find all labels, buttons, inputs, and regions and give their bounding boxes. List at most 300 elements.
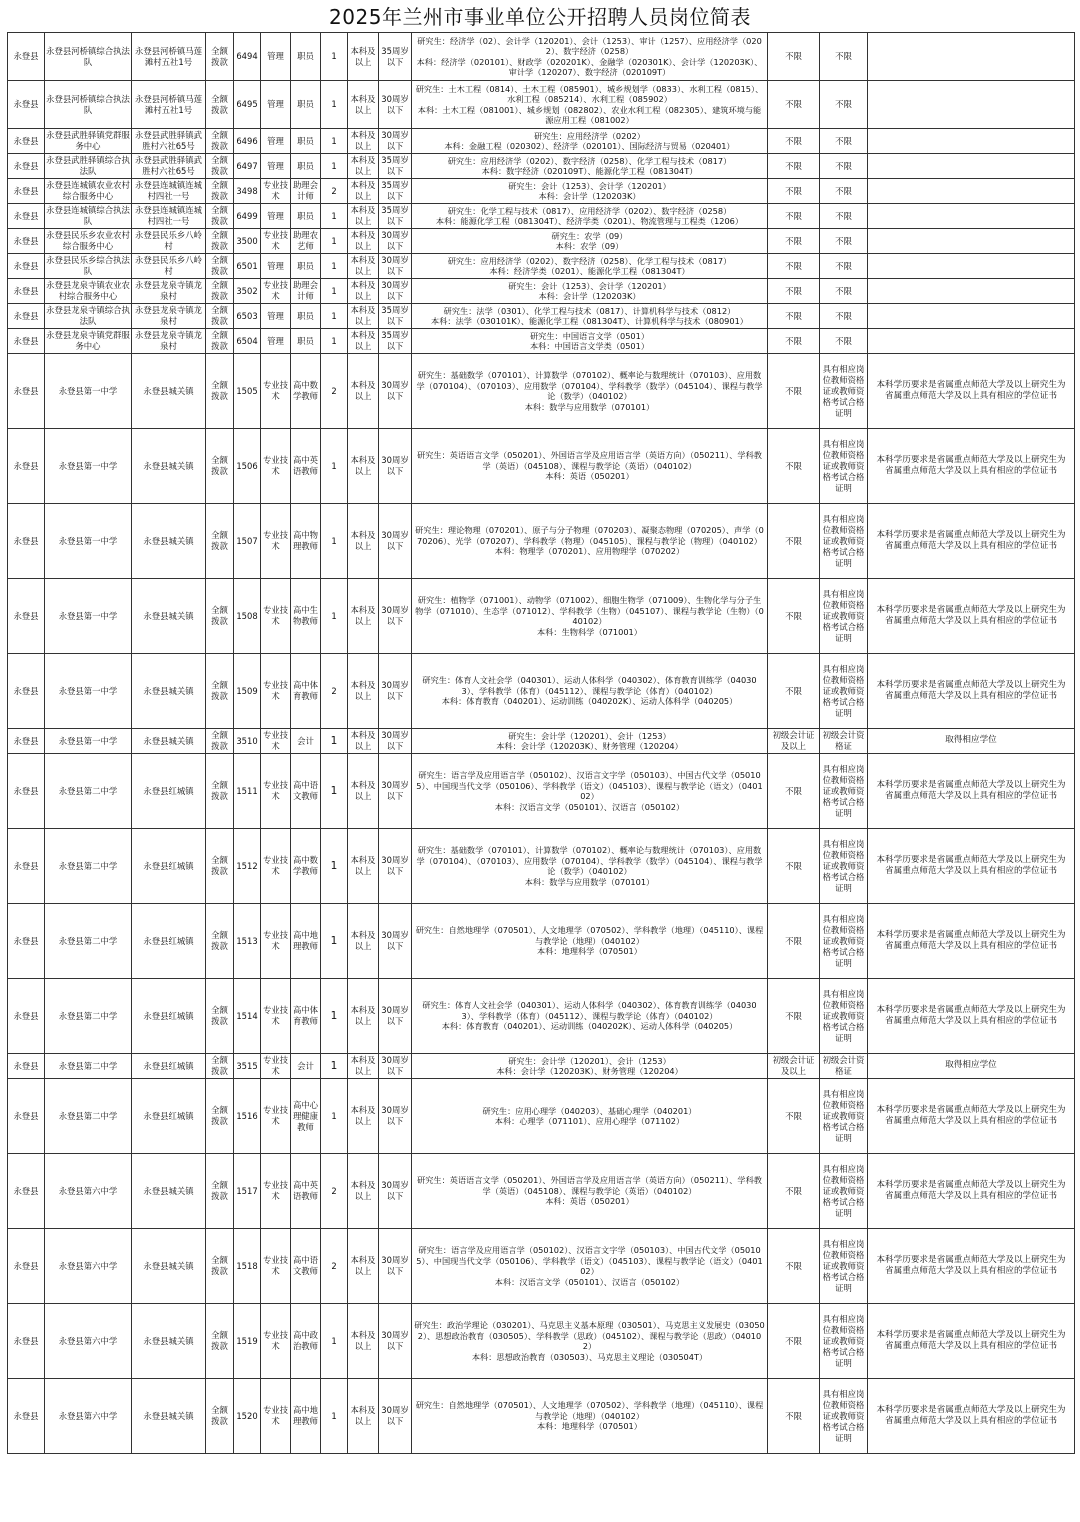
post-type-cell: 专业技术 <box>261 1379 291 1454</box>
post-code-cell: 1516 <box>234 1079 261 1154</box>
title-req-cell: 不限 <box>768 179 820 204</box>
major-cell <box>412 154 768 179</box>
post-code-cell: 1514 <box>234 979 261 1054</box>
major-line: 研究生：化学工程与技术（0817）、应用经济学（0202）、数字经济（0258） <box>447 205 732 216</box>
title-req-cell: 不限 <box>768 304 820 329</box>
title-req-cell: 不限 <box>768 354 820 429</box>
education-cell: 本科及以上 <box>348 1054 379 1079</box>
post-name-cell: 高中英语教师 <box>291 1154 321 1229</box>
major-cell <box>412 204 768 229</box>
education-cell: 本科及以上 <box>348 1379 379 1454</box>
major-line: 本科：土木工程（081001）、城乡规划（082802）、农业水利工程（082305）、建筑环境与能源应用工程（081002） <box>417 104 762 125</box>
age-cell: 35周岁以下 <box>379 179 412 204</box>
title-req-cell: 不限 <box>768 204 820 229</box>
post-type-cell: 专业技术 <box>261 729 291 754</box>
unit-cell: 永登县河桥镇综合执法队 <box>45 81 132 129</box>
major-line: 研究生：应用经济学（0202）、数字经济（0258）、化学工程与技术（0817） <box>447 155 732 166</box>
county-cell: 永登县 <box>8 179 45 204</box>
major-line: 研究生：会计学（120201）、会计（1253） <box>508 1055 671 1066</box>
cert-req-cell: 不限 <box>820 304 868 329</box>
age-cell: 30周岁以下 <box>379 279 412 304</box>
major-line: 研究生：植物学（071001）、动物学（071002）、细胞生物学（071009）、生物化学与分子生物学（071010）、生态学（071012）、学科教学（生物）（045107）、课程与教学论（生物）（040102） <box>415 595 764 626</box>
unit-cell: 永登县第一中学 <box>45 579 132 654</box>
education-cell: 本科及以上 <box>348 429 379 504</box>
title-req-cell: 不限 <box>768 654 820 729</box>
funding-cell: 全额拨款 <box>206 33 234 81</box>
post-code-cell: 1518 <box>234 1229 261 1304</box>
age-cell: 30周岁以下 <box>379 81 412 129</box>
county-cell: 永登县 <box>8 1054 45 1079</box>
post-name-cell: 高中心理健康教师 <box>291 1079 321 1154</box>
unit-cell: 永登县龙泉寺镇综合执法队 <box>45 304 132 329</box>
county-cell: 永登县 <box>8 654 45 729</box>
major-line: 研究生：语言学及应用语言学（050102）、汉语言文字学（050103）、中国古代文学（050105）、中国现当代文学（050106）、学科教学（语文）（045103）、课程与教学论（语文）（040102） <box>416 770 763 801</box>
major-cell <box>412 729 768 754</box>
table-row <box>8 1054 1075 1079</box>
major-cell <box>412 1304 768 1379</box>
headcount-cell: 1 <box>321 504 348 579</box>
cert-req-cell: 不限 <box>820 279 868 304</box>
table-row <box>8 654 1075 729</box>
funding-cell: 全额拨款 <box>206 279 234 304</box>
table-row <box>8 179 1075 204</box>
county-cell: 永登县 <box>8 229 45 254</box>
address-cell: 永登县连城镇连城村四社一号 <box>132 204 206 229</box>
education-cell: 本科及以上 <box>348 33 379 81</box>
age-cell: 35周岁以下 <box>379 329 412 354</box>
title-req-cell: 不限 <box>768 1304 820 1379</box>
age-cell: 30周岁以下 <box>379 354 412 429</box>
headcount-cell: 1 <box>321 904 348 979</box>
post-code-cell: 6497 <box>234 154 261 179</box>
age-cell: 35周岁以下 <box>379 33 412 81</box>
age-cell: 30周岁以下 <box>379 1054 412 1079</box>
major-cell <box>412 179 768 204</box>
table-row <box>8 229 1075 254</box>
county-cell: 永登县 <box>8 1304 45 1379</box>
title-req-cell: 不限 <box>768 81 820 129</box>
address-cell: 永登县连城镇连城村四社一号 <box>132 179 206 204</box>
major-line: 本科：心理学（071101）、应用心理学（071102） <box>494 1116 685 1126</box>
education-cell: 本科及以上 <box>348 1304 379 1379</box>
age-cell: 30周岁以下 <box>379 754 412 829</box>
major-line: 研究生：自然地理学（070501）、人文地理学（070502）、学科教学（地理）（045110）、课程与教学论（地理）（040102） <box>415 925 764 946</box>
post-code-cell: 6504 <box>234 329 261 354</box>
title-req-cell: 不限 <box>768 754 820 829</box>
cert-req-cell: 具有相应岗位教师资格证或教师资格考试合格证明 <box>820 904 868 979</box>
funding-cell: 全额拨款 <box>206 229 234 254</box>
post-code-cell: 3500 <box>234 229 261 254</box>
address-cell: 永登县城关镇 <box>132 429 206 504</box>
note-cell: 本科学历要求是省属重点师范大学及以上研究生为省属重点师范大学及以上具有相应的学位证书 <box>868 1304 1075 1379</box>
post-code-cell: 6501 <box>234 254 261 279</box>
table-row <box>8 579 1075 654</box>
title-req-cell: 不限 <box>768 504 820 579</box>
post-type-cell: 管理 <box>261 254 291 279</box>
major-cell <box>412 579 768 654</box>
table-row <box>8 429 1075 504</box>
county-cell: 永登县 <box>8 1379 45 1454</box>
age-cell: 35周岁以下 <box>379 154 412 179</box>
major-line: 本科：地理科学（070501） <box>537 946 642 957</box>
funding-cell: 全额拨款 <box>206 1304 234 1379</box>
education-cell: 本科及以上 <box>348 754 379 829</box>
headcount-cell: 1 <box>321 1379 348 1454</box>
headcount-cell: 1 <box>321 979 348 1054</box>
age-cell: 30周岁以下 <box>379 654 412 729</box>
post-code-cell: 1505 <box>234 354 261 429</box>
title-req-cell: 不限 <box>768 1229 820 1304</box>
major-line: 研究生：体育人文社会学（040301）、运动人体科学（040302）、体育教育训练学（040303）、学科教学（体育）（045112）、课程与教学论（体育）（040102） <box>422 1000 757 1021</box>
major-line: 研究生：法学（0301）、化学工程与技术（0817）、计算机科学与技术（0812） <box>443 305 736 316</box>
funding-cell: 全额拨款 <box>206 729 234 754</box>
note-cell: 本科学历要求是省属重点师范大学及以上研究生为省属重点师范大学及以上具有相应的学位证书 <box>868 1379 1075 1454</box>
cert-req-cell: 具有相应岗位教师资格证或教师资格考试合格证明 <box>820 1304 868 1379</box>
headcount-cell: 1 <box>321 129 348 154</box>
major-line: 本科：数学与应用数学（070101） <box>524 401 655 412</box>
education-cell: 本科及以上 <box>348 254 379 279</box>
headcount-cell: 1 <box>321 33 348 81</box>
unit-cell: 永登县第一中学 <box>45 654 132 729</box>
age-cell: 30周岁以下 <box>379 429 412 504</box>
major-line: 本科：经济学类（0201）、能源化学工程（081304T） <box>489 266 690 276</box>
major-cell <box>412 129 768 154</box>
age-cell: 30周岁以下 <box>379 979 412 1054</box>
post-name-cell: 会计 <box>291 1054 321 1079</box>
headcount-cell: 1 <box>321 1079 348 1154</box>
post-code-cell: 1507 <box>234 504 261 579</box>
major-line: 研究生：中国语言文学（0501） <box>529 330 650 341</box>
address-cell: 永登县城关镇 <box>132 1154 206 1229</box>
table-row <box>8 1154 1075 1229</box>
note-cell <box>868 179 1075 204</box>
major-line: 研究生：土木工程（0814）、土木工程（085901）、城乡规划学（0833）、水利工程（0815）、水利工程（085214）、水利工程（085902） <box>415 83 764 104</box>
address-cell: 永登县民乐乡八岭村 <box>132 254 206 279</box>
county-cell: 永登县 <box>8 504 45 579</box>
major-line: 研究生：自然地理学（070501）、人文地理学（070502）、学科教学（地理）（045110）、课程与教学论（地理）（040102） <box>415 1400 764 1421</box>
post-code-cell: 3515 <box>234 1054 261 1079</box>
title-req-cell: 不限 <box>768 979 820 1054</box>
major-line: 研究生：应用经济学（0202）、数字经济（0258）、化学工程与技术（0817） <box>447 255 732 266</box>
post-code-cell: 3510 <box>234 729 261 754</box>
age-cell: 30周岁以下 <box>379 829 412 904</box>
major-line: 研究生：会计学（120201）、会计（1253） <box>508 730 671 741</box>
note-cell <box>868 33 1075 81</box>
post-type-cell: 管理 <box>261 81 291 129</box>
education-cell: 本科及以上 <box>348 229 379 254</box>
address-cell: 永登县城关镇 <box>132 1304 206 1379</box>
education-cell: 本科及以上 <box>348 829 379 904</box>
education-cell: 本科及以上 <box>348 179 379 204</box>
table-row <box>8 304 1075 329</box>
county-cell: 永登县 <box>8 1229 45 1304</box>
post-code-cell: 6499 <box>234 204 261 229</box>
major-line: 本科：数学与应用数学（070101） <box>524 876 655 887</box>
address-cell: 永登县城关镇 <box>132 1379 206 1454</box>
post-code-cell: 1511 <box>234 754 261 829</box>
table-row <box>8 154 1075 179</box>
major-cell <box>412 254 768 279</box>
major-cell <box>412 1054 768 1079</box>
address-cell: 永登县红城镇 <box>132 754 206 829</box>
unit-cell: 永登县武胜驿镇党群服务中心 <box>45 129 132 154</box>
post-type-cell: 专业技术 <box>261 579 291 654</box>
post-code-cell: 1509 <box>234 654 261 729</box>
post-code-cell: 1506 <box>234 429 261 504</box>
education-cell: 本科及以上 <box>348 504 379 579</box>
post-type-cell: 管理 <box>261 154 291 179</box>
major-line: 本科：体育教育（040201）、运动训练（040202K）、运动人体科学（040205） <box>441 1021 738 1032</box>
post-name-cell: 职员 <box>291 33 321 81</box>
post-name-cell: 高中语文教师 <box>291 754 321 829</box>
title-req-cell: 初级会计证及以上 <box>768 1054 820 1079</box>
address-cell: 永登县武胜驿镇武胜村六社65号 <box>132 154 206 179</box>
county-cell: 永登县 <box>8 429 45 504</box>
post-code-cell: 1513 <box>234 904 261 979</box>
unit-cell: 永登县龙泉寺镇党群服务中心 <box>45 329 132 354</box>
address-cell: 永登县城关镇 <box>132 354 206 429</box>
major-line: 本科：体育教育（040201）、运动训练（040202K）、运动人体科学（040205） <box>441 696 738 707</box>
funding-cell: 全额拨款 <box>206 304 234 329</box>
note-cell <box>868 279 1075 304</box>
headcount-cell: 1 <box>321 329 348 354</box>
address-cell: 永登县城关镇 <box>132 579 206 654</box>
funding-cell: 全额拨款 <box>206 429 234 504</box>
funding-cell: 全额拨款 <box>206 81 234 129</box>
headcount-cell: 1 <box>321 829 348 904</box>
cert-req-cell: 不限 <box>820 204 868 229</box>
unit-cell: 永登县第一中学 <box>45 729 132 754</box>
table-row <box>8 1304 1075 1379</box>
cert-req-cell: 具有相应岗位教师资格证或教师资格考试合格证明 <box>820 1379 868 1454</box>
title-req-cell: 不限 <box>768 429 820 504</box>
headcount-cell: 1 <box>321 81 348 129</box>
major-line: 研究生：体育人文社会学（040301）、运动人体科学（040302）、体育教育训练学（040303）、学科教学（体育）（045112）、课程与教学论（体育）（040102） <box>422 675 757 696</box>
headcount-cell: 1 <box>321 729 348 754</box>
address-cell: 永登县龙泉寺镇龙泉村 <box>132 329 206 354</box>
cert-req-cell: 具有相应岗位教师资格证或教师资格考试合格证明 <box>820 504 868 579</box>
age-cell: 35周岁以下 <box>379 204 412 229</box>
funding-cell: 全额拨款 <box>206 179 234 204</box>
address-cell: 永登县城关镇 <box>132 654 206 729</box>
post-code-cell: 3502 <box>234 279 261 304</box>
headcount-cell: 1 <box>321 1054 348 1079</box>
headcount-cell: 2 <box>321 354 348 429</box>
page-title: 2025年兰州市事业单位公开招聘人员岗位简表 <box>329 5 751 29</box>
education-cell: 本科及以上 <box>348 979 379 1054</box>
funding-cell: 全额拨款 <box>206 1054 234 1079</box>
major-cell <box>412 1229 768 1304</box>
post-type-cell: 专业技术 <box>261 754 291 829</box>
cert-req-cell: 具有相应岗位教师资格证或教师资格考试合格证明 <box>820 579 868 654</box>
unit-cell: 永登县第二中学 <box>45 904 132 979</box>
post-type-cell: 专业技术 <box>261 1154 291 1229</box>
education-cell: 本科及以上 <box>348 154 379 179</box>
education-cell: 本科及以上 <box>348 279 379 304</box>
note-cell: 本科学历要求是省属重点师范大学及以上研究生为省属重点师范大学及以上具有相应的学位证书 <box>868 979 1075 1054</box>
address-cell: 永登县龙泉寺镇龙泉村 <box>132 304 206 329</box>
post-name-cell: 会计 <box>291 729 321 754</box>
age-cell: 30周岁以下 <box>379 904 412 979</box>
table-row <box>8 279 1075 304</box>
post-type-cell: 管理 <box>261 129 291 154</box>
education-cell: 本科及以上 <box>348 204 379 229</box>
funding-cell: 全额拨款 <box>206 329 234 354</box>
major-line: 研究生：经济学（02）、会计学（120201）、会计（1253）、审计（1257）、应用经济学（0202）、数字经济（0258） <box>417 35 762 56</box>
unit-cell: 永登县第六中学 <box>45 1229 132 1304</box>
age-cell: 30周岁以下 <box>379 1379 412 1454</box>
note-cell <box>868 129 1075 154</box>
unit-cell: 永登县第一中学 <box>45 429 132 504</box>
address-cell: 永登县龙泉寺镇龙泉村 <box>132 279 206 304</box>
headcount-cell: 1 <box>321 229 348 254</box>
post-name-cell: 高中政治教师 <box>291 1304 321 1379</box>
note-cell: 取得相应学位 <box>868 1054 1075 1079</box>
education-cell: 本科及以上 <box>348 729 379 754</box>
post-type-cell: 管理 <box>261 304 291 329</box>
education-cell: 本科及以上 <box>348 354 379 429</box>
post-type-cell: 专业技术 <box>261 1079 291 1154</box>
note-cell: 本科学历要求是省属重点师范大学及以上研究生为省属重点师范大学及以上具有相应的学位证书 <box>868 654 1075 729</box>
major-cell <box>412 429 768 504</box>
major-line: 研究生：基础数学（070101）、计算数学（070102）、概率论与数理统计（070103）、应用数学（070104）、（070103）、应用数学（070104）、学科教学（数学）（045104）、课程与教学论（数学）（040102） <box>416 845 763 876</box>
unit-cell: 永登县武胜驿镇综合执法队 <box>45 154 132 179</box>
headcount-cell: 1 <box>321 204 348 229</box>
major-line: 研究生：理论物理（070201）、原子与分子物理（070203）、凝聚态物理（070205）、声学（070206）、光学（070207）、学科教学（物理）（045105）、课程与教学论（物理）（040102） <box>415 525 764 546</box>
unit-cell: 永登县民乐乡农业农村综合服务中心 <box>45 229 132 254</box>
cert-req-cell: 初级会计资格证 <box>820 1054 868 1079</box>
funding-cell: 全额拨款 <box>206 254 234 279</box>
funding-cell: 全额拨款 <box>206 904 234 979</box>
title-req-cell: 不限 <box>768 154 820 179</box>
major-cell <box>412 279 768 304</box>
post-name-cell: 高中数学教师 <box>291 354 321 429</box>
funding-cell: 全额拨款 <box>206 504 234 579</box>
post-name-cell: 职员 <box>291 154 321 179</box>
major-line: 本科：金融工程（020302）、经济学（020101）、国际经济与贸易（020401） <box>444 141 735 151</box>
address-cell: 永登县红城镇 <box>132 979 206 1054</box>
headcount-cell: 2 <box>321 179 348 204</box>
headcount-cell: 1 <box>321 754 348 829</box>
major-cell <box>412 81 768 129</box>
title-req-cell: 不限 <box>768 829 820 904</box>
major-line: 本科：会计学（120203K）、财务管理（120204） <box>496 741 683 751</box>
major-line: 研究生：政治学理论（030201）、马克思主义基本原理（030501）、马克思主义发展史（030502）、思想政治教育（030505）、学科教学（思政）（045102）、课程与教学论（思政）（040102） <box>414 1320 765 1351</box>
post-name-cell: 高中语文教师 <box>291 1229 321 1304</box>
cert-req-cell: 具有相应岗位教师资格证或教师资格考试合格证明 <box>820 979 868 1054</box>
funding-cell: 全额拨款 <box>206 754 234 829</box>
cert-req-cell: 初级会计资格证 <box>820 729 868 754</box>
post-code-cell: 6503 <box>234 304 261 329</box>
note-cell: 本科学历要求是省属重点师范大学及以上研究生为省属重点师范大学及以上具有相应的学位证书 <box>868 904 1075 979</box>
table-row <box>8 81 1075 129</box>
county-cell: 永登县 <box>8 1154 45 1229</box>
headcount-cell: 1 <box>321 254 348 279</box>
note-cell: 本科学历要求是省属重点师范大学及以上研究生为省属重点师范大学及以上具有相应的学位证书 <box>868 1079 1075 1154</box>
note-cell <box>868 254 1075 279</box>
table-row <box>8 829 1075 904</box>
unit-cell: 永登县第二中学 <box>45 979 132 1054</box>
education-cell: 本科及以上 <box>348 81 379 129</box>
post-name-cell: 高中生物教师 <box>291 579 321 654</box>
post-code-cell: 6494 <box>234 33 261 81</box>
post-type-cell: 专业技术 <box>261 904 291 979</box>
unit-cell: 永登县第二中学 <box>45 754 132 829</box>
major-cell <box>412 904 768 979</box>
county-cell: 永登县 <box>8 304 45 329</box>
headcount-cell: 1 <box>321 304 348 329</box>
address-cell: 永登县河桥镇马莲滩村五社1号 <box>132 81 206 129</box>
cert-req-cell: 具有相应岗位教师资格证或教师资格考试合格证明 <box>820 829 868 904</box>
table-row <box>8 729 1075 754</box>
unit-cell: 永登县第六中学 <box>45 1154 132 1229</box>
education-cell: 本科及以上 <box>348 129 379 154</box>
post-name-cell: 高中地理教师 <box>291 1379 321 1454</box>
table-row <box>8 33 1075 81</box>
education-cell: 本科及以上 <box>348 1229 379 1304</box>
county-cell: 永登县 <box>8 279 45 304</box>
unit-cell: 永登县民乐乡综合执法队 <box>45 254 132 279</box>
age-cell: 30周岁以下 <box>379 1079 412 1154</box>
table-row <box>8 754 1075 829</box>
note-cell <box>868 81 1075 129</box>
cert-req-cell: 具有相应岗位教师资格证或教师资格考试合格证明 <box>820 654 868 729</box>
note-cell <box>868 329 1075 354</box>
county-cell: 永登县 <box>8 329 45 354</box>
cert-req-cell: 不限 <box>820 229 868 254</box>
address-cell: 永登县红城镇 <box>132 1079 206 1154</box>
post-name-cell: 高中数学教师 <box>291 829 321 904</box>
age-cell: 30周岁以下 <box>379 229 412 254</box>
title-req-cell: 不限 <box>768 279 820 304</box>
cert-req-cell: 不限 <box>820 33 868 81</box>
county-cell: 永登县 <box>8 754 45 829</box>
major-cell <box>412 1379 768 1454</box>
major-line: 本科：物理学（070201）、应用物理学（070202） <box>494 546 685 557</box>
major-cell <box>412 329 768 354</box>
unit-cell: 永登县第二中学 <box>45 1054 132 1079</box>
headcount-cell: 1 <box>321 154 348 179</box>
post-code-cell: 6496 <box>234 129 261 154</box>
education-cell: 本科及以上 <box>348 1154 379 1229</box>
note-cell: 本科学历要求是省属重点师范大学及以上研究生为省属重点师范大学及以上具有相应的学位证书 <box>868 754 1075 829</box>
education-cell: 本科及以上 <box>348 329 379 354</box>
post-type-cell: 专业技术 <box>261 1054 291 1079</box>
table-row <box>8 1079 1075 1154</box>
major-cell <box>412 504 768 579</box>
funding-cell: 全额拨款 <box>206 129 234 154</box>
major-cell <box>412 829 768 904</box>
post-code-cell: 1508 <box>234 579 261 654</box>
post-type-cell: 专业技术 <box>261 354 291 429</box>
age-cell: 30周岁以下 <box>379 729 412 754</box>
major-line: 本科：思想政治教育（030503）、马克思主义理论（030504T） <box>471 1351 708 1362</box>
unit-cell: 永登县第二中学 <box>45 829 132 904</box>
age-cell: 35周岁以下 <box>379 304 412 329</box>
major-line: 本科：农学（09） <box>555 241 624 251</box>
major-line: 本科：英语（050201） <box>545 471 634 482</box>
post-type-cell: 管理 <box>261 33 291 81</box>
major-line: 研究生：应用心理学（040203）、基础心理学（040201） <box>482 1105 697 1116</box>
funding-cell: 全额拨款 <box>206 204 234 229</box>
post-name-cell: 职员 <box>291 254 321 279</box>
major-line: 研究生：语言学及应用语言学（050102）、汉语言文字学（050103）、中国古代文学（050105）、中国现当代文学（050106）、学科教学（语文）（045103）、课程与教学论（语文）（040102） <box>416 1245 763 1276</box>
table-row <box>8 504 1075 579</box>
title-req-cell: 不限 <box>768 579 820 654</box>
table-row <box>8 204 1075 229</box>
table-row <box>8 129 1075 154</box>
county-cell: 永登县 <box>8 579 45 654</box>
